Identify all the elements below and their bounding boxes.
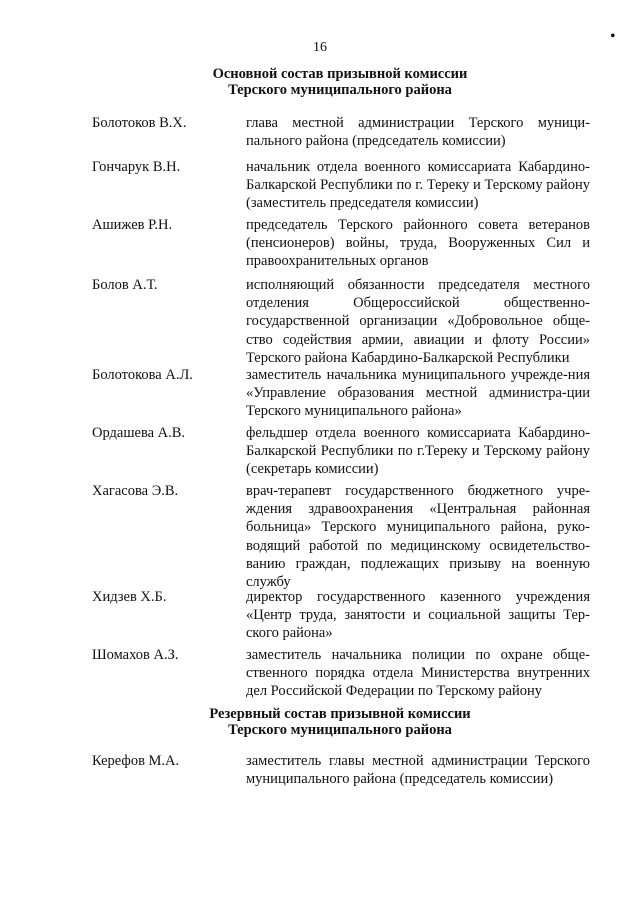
main-section-title-line2: Терского муниципального района	[228, 82, 452, 98]
member-role: фельдшер отдела военного комиссариата Кабардино-Балкарской Республики по г.Тереку и Терскому району (секретарь комиссии)	[246, 425, 590, 478]
member-name: Хагасова Э.В.	[92, 483, 179, 499]
member-name: Ашижев Р.Н.	[92, 217, 173, 233]
member-role: заместитель начальника муниципального учрежде-ния «Управление образования местной администра-ции Терского муниципального района»	[246, 367, 590, 420]
member-name: Шомахов А.З.	[92, 647, 179, 663]
member-role: заместитель начальника полиции по охране обще-ственного порядка отдела Министерства внутренних дел Российской Федерации по Терскому району	[246, 647, 590, 700]
member-role: начальник отдела военного комиссариата Кабардино-Балкарской Республики по г. Тереку и Терскому району (заместитель председателя комиссии)	[246, 159, 590, 212]
member-name: Болотокова А.Л.	[92, 367, 193, 383]
member-role: врач-терапевт государственного бюджетного учре-ждения здравоохранения «Центральная районная больница» Терского муниципального района, руко-водящий работой по медицинскому освидетельство-ванию граждан, подлежащих призыву на военную службу	[246, 483, 590, 591]
member-name: Хидзев Х.Б.	[92, 589, 167, 605]
main-section-title-line1: Основной состав призывной комиссии	[212, 66, 468, 82]
reserve-section-title-line2: Терского муниципального района	[228, 722, 452, 738]
member-name: Керефов М.А.	[92, 753, 180, 769]
member-name: Гончарук В.Н.	[92, 159, 181, 175]
member-role: глава местной администрации Терского муници-пального района (председатель комиссии)	[246, 115, 590, 150]
main-section-title	[60, 66, 620, 98]
member-role: председатель Терского районного совета ветеранов (пенсионеров) войны, труда, Вооруженных Сил и правоохранительных органов	[246, 217, 590, 270]
reserve-section-title	[60, 706, 620, 738]
member-role: заместитель главы местной администрации Терского муниципального района (председатель комиссии)	[246, 753, 590, 788]
member-name: Болотоков В.Х.	[92, 115, 187, 131]
member-name: Болов А.Т.	[92, 277, 158, 293]
reserve-section-title-line1: Резервный состав призывной комиссии	[209, 706, 471, 722]
corner-mark: •	[610, 28, 616, 45]
page-number: 16	[313, 40, 327, 55]
member-role: директор государственного казенного учреждения «Центр труда, занятости и социальной защиты Тер-ского района»	[246, 589, 590, 642]
member-name: Ордашева А.В.	[92, 425, 186, 441]
member-role: исполняющий обязанности председателя местного отделения Общероссийской общественно-государственной организации «Добровольное обще-ство содействия армии, авиации и флоту России» Терского района Кабардино-Балкарской Республики	[246, 277, 590, 366]
